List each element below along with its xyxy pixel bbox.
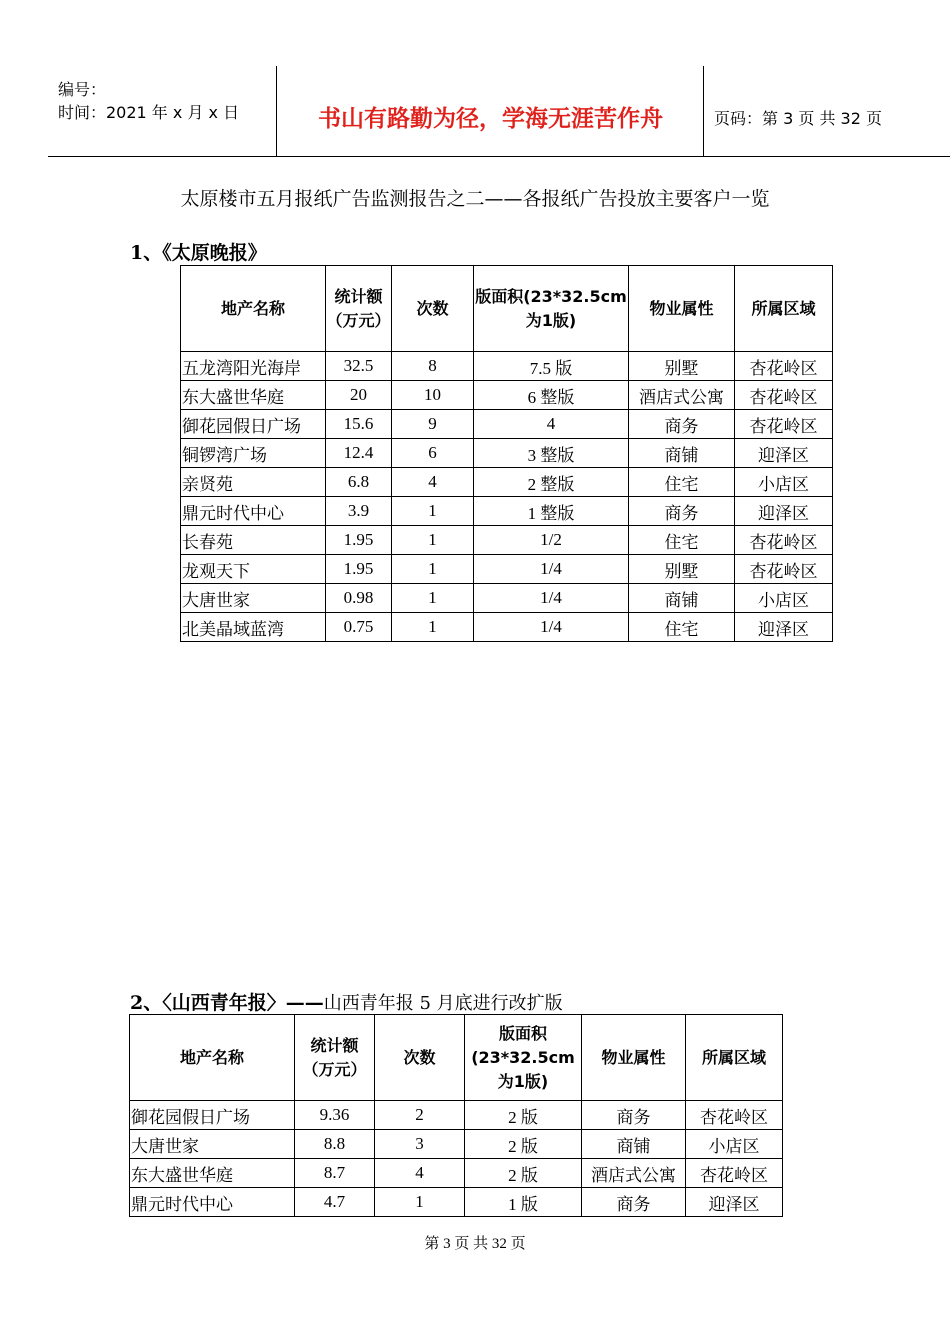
cell-amount: 1.95 — [326, 526, 392, 555]
cell-count: 1 — [392, 613, 474, 642]
cell-district: 杏花岭区 — [735, 381, 833, 410]
cell-property-name: 御花园假日广场 — [130, 1101, 295, 1130]
cell-property-type: 住宅 — [629, 526, 735, 555]
cell-amount: 12.4 — [326, 439, 392, 468]
cell-property-name: 鼎元时代中心 — [130, 1188, 295, 1217]
cell-property-name: 大唐世家 — [181, 584, 326, 613]
column-header-property-name: 地产名称 — [181, 266, 326, 352]
section2-note: 山西青年报 5 月底进行改扩版 — [323, 993, 563, 1014]
cell-area: 4 — [474, 410, 629, 439]
page-header — [48, 66, 950, 157]
cell-property-type: 住宅 — [629, 468, 735, 497]
cell-property-type: 商务 — [629, 410, 735, 439]
cell-count: 8 — [392, 352, 474, 381]
cell-amount: 8.8 — [295, 1130, 375, 1159]
cell-amount: 32.5 — [326, 352, 392, 381]
table-row — [181, 468, 833, 497]
table-header-row — [130, 1015, 783, 1101]
cell-area: 7.5 版 — [474, 352, 629, 381]
column-header-amount: 统计额（万元） — [295, 1015, 375, 1101]
cell-area: 2 版 — [465, 1130, 582, 1159]
cell-area: 1 整版 — [474, 497, 629, 526]
column-header-count: 次数 — [375, 1015, 465, 1101]
cell-count: 1 — [392, 526, 474, 555]
cell-count: 1 — [375, 1188, 465, 1217]
column-header-property-type: 物业属性 — [582, 1015, 686, 1101]
cell-property-name: 铜锣湾广场 — [181, 439, 326, 468]
table-row — [181, 410, 833, 439]
table-row — [130, 1159, 783, 1188]
cell-property-name: 鼎元时代中心 — [181, 497, 326, 526]
cell-property-name: 龙观天下 — [181, 555, 326, 584]
cell-count: 9 — [392, 410, 474, 439]
cell-amount: 8.7 — [295, 1159, 375, 1188]
table-row — [181, 526, 833, 555]
cell-area: 1 版 — [465, 1188, 582, 1217]
cell-property-type: 别墅 — [629, 555, 735, 584]
section1-heading — [130, 238, 267, 265]
cell-district: 小店区 — [686, 1130, 783, 1159]
column-header-property-name: 地产名称 — [130, 1015, 295, 1101]
cell-district: 迎泽区 — [686, 1188, 783, 1217]
cell-area: 1/4 — [474, 613, 629, 642]
cell-amount: 6.8 — [326, 468, 392, 497]
column-header-area: 版面积(23*32.5cm为1版) — [465, 1015, 582, 1101]
cell-area: 3 整版 — [474, 439, 629, 468]
cell-amount: 0.75 — [326, 613, 392, 642]
header-page-info: 页码：第 3 页 共 32 页 — [714, 109, 882, 128]
cell-property-type: 商务 — [582, 1188, 686, 1217]
cell-property-type: 商铺 — [629, 439, 735, 468]
cell-property-type: 商务 — [582, 1101, 686, 1130]
cell-amount: 1.95 — [326, 555, 392, 584]
header-divider — [703, 66, 704, 156]
table-header-row — [181, 266, 833, 352]
cell-count: 4 — [375, 1159, 465, 1188]
cell-district: 迎泽区 — [735, 439, 833, 468]
cell-property-name: 御花园假日广场 — [181, 410, 326, 439]
cell-property-type: 别墅 — [629, 352, 735, 381]
table-row — [181, 613, 833, 642]
table-row — [181, 352, 833, 381]
cell-count: 6 — [392, 439, 474, 468]
cell-area: 2 版 — [465, 1159, 582, 1188]
cell-district: 迎泽区 — [735, 613, 833, 642]
table-row — [130, 1101, 783, 1130]
document-number-label: 编号： — [58, 80, 107, 99]
column-header-property-type: 物业属性 — [629, 266, 735, 352]
cell-property-type: 酒店式公寓 — [629, 381, 735, 410]
header-meta — [58, 78, 239, 124]
table-row — [181, 497, 833, 526]
cell-amount: 20 — [326, 381, 392, 410]
table-row — [181, 555, 833, 584]
cell-district: 迎泽区 — [735, 497, 833, 526]
report-title: 太原楼市五月报纸广告监测报告之二——各报纸广告投放主要客户一览 — [180, 188, 770, 210]
cell-amount: 4.7 — [295, 1188, 375, 1217]
cell-district: 杏花岭区 — [686, 1101, 783, 1130]
cell-count: 4 — [392, 468, 474, 497]
cell-area: 6 整版 — [474, 381, 629, 410]
table-row — [130, 1130, 783, 1159]
column-header-district: 所属区域 — [686, 1015, 783, 1101]
cell-property-type: 住宅 — [629, 613, 735, 642]
column-header-count: 次数 — [392, 266, 474, 352]
cell-property-type: 酒店式公寓 — [582, 1159, 686, 1188]
cell-property-type: 商铺 — [582, 1130, 686, 1159]
section2-heading — [130, 988, 563, 1015]
cell-count: 3 — [375, 1130, 465, 1159]
cell-district: 小店区 — [735, 468, 833, 497]
table-row — [181, 439, 833, 468]
header-motto: 书山有路勤为径，学海无涯苦作舟 — [318, 106, 663, 132]
cell-district: 杏花岭区 — [735, 526, 833, 555]
column-header-area: 版面积(23*32.5cm为1版) — [474, 266, 629, 352]
cell-district: 小店区 — [735, 584, 833, 613]
column-header-district: 所属区域 — [735, 266, 833, 352]
cell-property-type: 商铺 — [629, 584, 735, 613]
cell-district: 杏花岭区 — [735, 410, 833, 439]
cell-property-name: 东大盛世华庭 — [181, 381, 326, 410]
column-header-amount: 统计额（万元） — [326, 266, 392, 352]
cell-area: 1/2 — [474, 526, 629, 555]
table-row — [181, 584, 833, 613]
section2-heading-text: 2、〈山西青年报〉—— — [130, 992, 324, 1014]
cell-count: 1 — [392, 555, 474, 584]
taiyuan-evening-news-table — [180, 265, 833, 642]
cell-count: 10 — [392, 381, 474, 410]
table-row — [130, 1188, 783, 1217]
header-divider — [276, 66, 277, 156]
shanxi-youth-news-table — [129, 1014, 783, 1217]
cell-property-name: 长春苑 — [181, 526, 326, 555]
cell-count: 1 — [392, 497, 474, 526]
cell-district: 杏花岭区 — [686, 1159, 783, 1188]
cell-count: 1 — [392, 584, 474, 613]
cell-area: 1/4 — [474, 584, 629, 613]
cell-count: 2 — [375, 1101, 465, 1130]
cell-district: 杏花岭区 — [735, 555, 833, 584]
cell-area: 2 版 — [465, 1101, 582, 1130]
cell-area: 2 整版 — [474, 468, 629, 497]
page-footer: 第 3 页 共 32 页 — [424, 1236, 526, 1252]
cell-amount: 9.36 — [295, 1101, 375, 1130]
cell-district: 杏花岭区 — [735, 352, 833, 381]
section1-heading-text: 1、《太原晚报》 — [130, 242, 267, 264]
cell-property-name: 北美晶域蓝湾 — [181, 613, 326, 642]
cell-amount: 3.9 — [326, 497, 392, 526]
cell-amount: 15.6 — [326, 410, 392, 439]
cell-area: 1/4 — [474, 555, 629, 584]
document-time: 时间：2021 年 x 月 x 日 — [58, 103, 240, 122]
cell-property-name: 五龙湾阳光海岸 — [181, 352, 326, 381]
cell-property-name: 大唐世家 — [130, 1130, 295, 1159]
cell-property-name: 亲贤苑 — [181, 468, 326, 497]
cell-property-type: 商务 — [629, 497, 735, 526]
table-row — [181, 381, 833, 410]
cell-property-name: 东大盛世华庭 — [130, 1159, 295, 1188]
cell-amount: 0.98 — [326, 584, 392, 613]
